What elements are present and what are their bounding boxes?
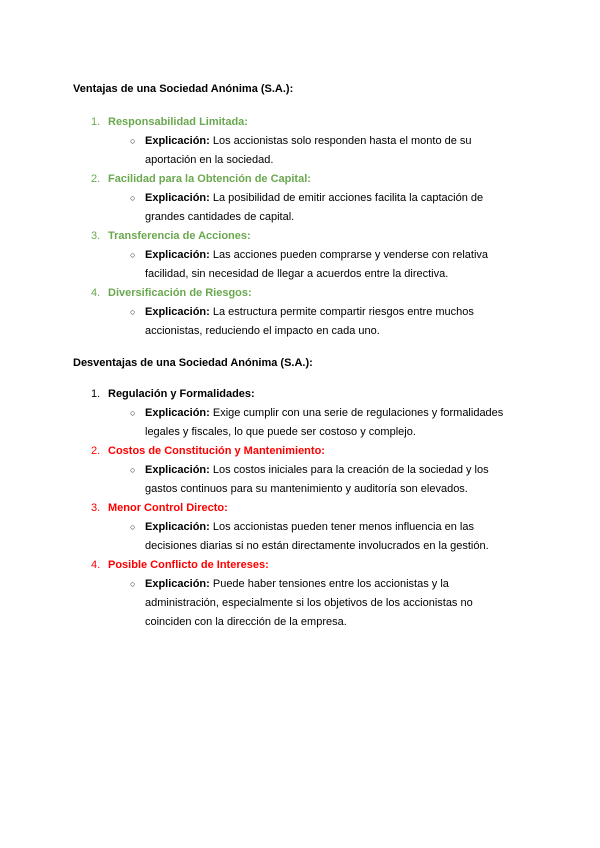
circle-bullet-icon: ○ xyxy=(130,522,136,532)
explanation-label: Explicación: xyxy=(145,135,210,147)
advantage-explanation xyxy=(145,132,515,170)
disadvantage-explanation xyxy=(145,404,515,442)
explanation-label: Explicación: xyxy=(145,306,210,318)
disadvantage-explanation xyxy=(145,461,515,499)
explanation-label: Explicación: xyxy=(145,249,210,261)
disadvantage-heading-regulation: Regulación y Formalidades: xyxy=(108,388,255,400)
explanation-text: Los accionistas pueden tener menos influencia en las decisiones diarias si no están directamente involucrados en la gestión. xyxy=(145,521,489,552)
explanation-text: Exige cumplir con una serie de regulaciones y formalidades legales y fiscales, lo que puede ser costoso y complejo. xyxy=(145,407,504,438)
explanation-label: Explicación: xyxy=(145,578,210,590)
explanation-label: Explicación: xyxy=(145,521,210,533)
explanation-text: Las acciones pueden comprarse y venderse con relativa facilidad, sin necesidad de llegar a acuerdos entre la directiva. xyxy=(145,249,489,280)
circle-bullet-icon: ○ xyxy=(130,193,136,203)
explanation-label: Explicación: xyxy=(145,407,210,419)
disadvantage-heading-conflict: Posible Conflicto de Intereses: xyxy=(108,559,269,571)
explanation-label: Explicación: xyxy=(145,464,210,476)
explanation-text: La posibilidad de emitir acciones facilita la captación de grandes cantidades de capital. xyxy=(145,192,484,223)
explanation-text: Puede haber tensiones entre los accionistas y la administración, especialmente si los objetivos de los accionistas no coinciden con la dirección de la empresa. xyxy=(145,578,473,628)
explanation-text: Los accionistas solo responden hasta el monto de su aportación en la sociedad. xyxy=(145,135,472,166)
disadvantage-number: 4. xyxy=(91,559,101,571)
advantage-explanation xyxy=(145,246,515,284)
disadvantage-number: 3. xyxy=(91,502,101,514)
advantages-title: Ventajas de una Sociedad Anónima (S.A.): xyxy=(73,83,294,95)
explanation-text: La estructura permite compartir riesgos entre muchos accionistas, reduciendo el impacto en cada uno. xyxy=(145,306,474,337)
disadvantage-heading-control: Menor Control Directo: xyxy=(108,502,228,514)
advantage-number: 4. xyxy=(91,287,101,299)
disadvantages-title: Desventajas de una Sociedad Anónima (S.A.): xyxy=(73,357,313,369)
circle-bullet-icon: ○ xyxy=(130,408,136,418)
advantage-explanation xyxy=(145,303,515,341)
advantage-heading-risk-diversification: Diversificación de Riesgos: xyxy=(108,287,252,299)
advantage-heading-share-transfer: Transferencia de Acciones: xyxy=(108,230,251,242)
advantage-heading-limited-liability: Responsabilidad Limitada: xyxy=(108,116,248,128)
advantage-explanation xyxy=(145,189,515,227)
disadvantage-heading-costs: Costos de Constitución y Mantenimiento: xyxy=(108,445,325,457)
advantage-number: 3. xyxy=(91,230,101,242)
disadvantage-number: 1. xyxy=(91,388,101,400)
circle-bullet-icon: ○ xyxy=(130,465,136,475)
advantage-number: 1. xyxy=(91,116,101,128)
advantage-heading-capital: Facilidad para la Obtención de Capital: xyxy=(108,173,311,185)
disadvantage-explanation xyxy=(145,518,515,556)
disadvantage-number: 2. xyxy=(91,445,101,457)
explanation-label: Explicación: xyxy=(145,192,210,204)
circle-bullet-icon: ○ xyxy=(130,250,136,260)
explanation-text: Los costos iniciales para la creación de la sociedad y los gastos continuos para su mantenimiento y auditoría son elevados. xyxy=(145,464,489,495)
advantage-number: 2. xyxy=(91,173,101,185)
circle-bullet-icon: ○ xyxy=(130,579,136,589)
disadvantage-explanation xyxy=(145,575,515,632)
circle-bullet-icon: ○ xyxy=(130,307,136,317)
circle-bullet-icon: ○ xyxy=(130,136,136,146)
